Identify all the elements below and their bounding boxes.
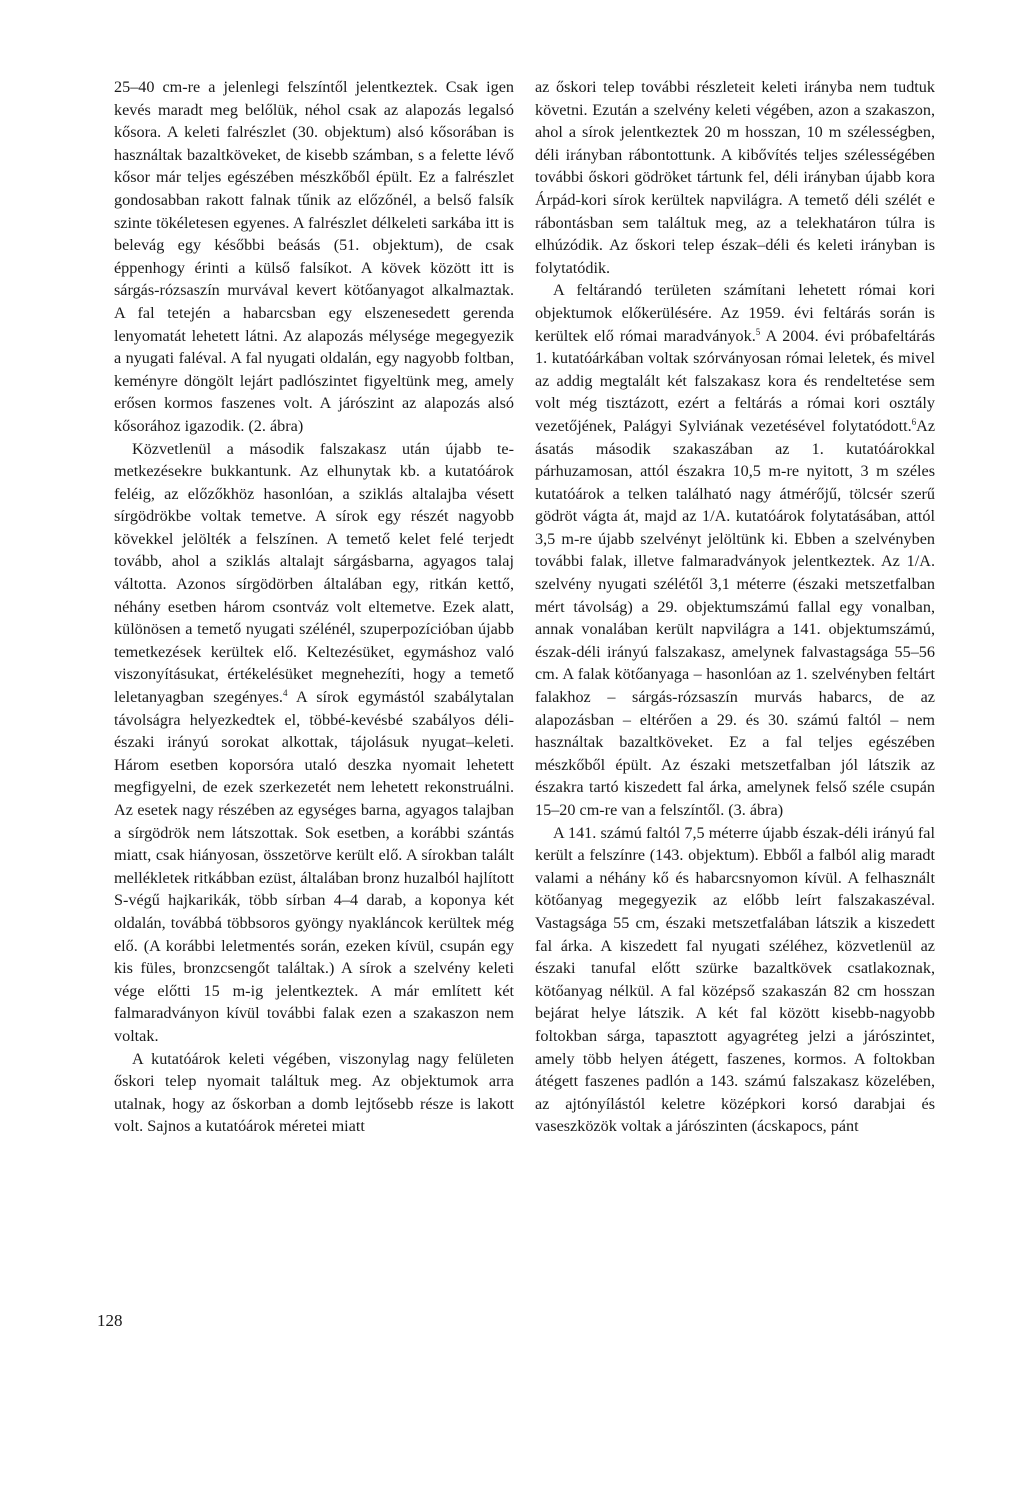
- paragraph: [114, 438, 514, 1048]
- paragraph-text: Az ásatás második szakaszában az 1. kutatóárokkal párhuzamosan, attól északra 10,5 m-re nyitott, 3 m széles kutatóárok a telken található nagy átmérőjű, tölcsér szerű gödröt vágta át, majd az 1/A. kutatóárok folytatásában, attól 3,5 m-re újabb szelvényt jelöltünk ki. Ebben a szelvényben további falak, illetve falmaradványok jelentkeztek. Az 1/A. szelvény nyugati szélétől 3,1 méterre (északi metszetfalban mért távolság) a 29. objektumszámú fallal egy vonalban, annak vonalában került napvilágra a 141. objektumszámú, észak-déli irányú falszakasz, amelynek falvastagsága 55–56 cm. A falak kötőanyaga – hasonlóan az 1. szelvényben feltárt falakhoz – sárgás-rózsaszín murvás habarcs, de az alapozásban – eltérően a 29. és 30. számú faltól – nem használtak bazaltköveket. Ez a fal teljes egészében mészkőből épült. Az északi metszetfalban jól látszik az északra tartó kiszedett fal árka, amelynek felső széle csupán 15–20 cm-re van a felszíntől. (3. ábra): [535, 416, 935, 819]
- right-text-column: [535, 76, 935, 1138]
- footnote-reference: 5: [755, 326, 761, 337]
- paragraph-text: A sírok egymástól szabálytalan távolságra helyezkedtek el, többé-kevésbé szabályos déli-északi irányú sorokat alkottak, tájolásuk nyugat–keleti. Három esetben koporsóra utaló deszka nyomait lehetett megfigyelni, de ezek szerkezetét nem lehetett rekonstruálni. Az esetek nagy részében az egységes barna, agyagos talajban a sírgödrök nem látszottak. Sok esetben, a korábbi szántás miatt, csak hiányosan, összetörve került elő. A sírokban talált mellékletek ritkábban ezüst, általában bronz huzalból hajlított S-végű hajkarikák, több sírban 4–4 darab, a koponya két oldalán, továbbá többsoros gyöngy nyakláncok kerültek még elő. (A korábbi leletmentés során, ezeken kívül, csupán egy kis füles, bronzcsengőt találtak.) A sírok a szelvény keleti vége előtti 15 m-ig jelentkeztek. A már említett két falmaradványon kívül további falak ezen a szakaszon nem voltak.: [114, 688, 514, 1045]
- paragraph: A 141. számú faltól 7,5 méterre újabb észak-déli irányú fal került a felszínre (143. objektum). Ebből a falból alig maradt valami a néhány kő és habarcsnyomon kívül. A felhasznált kötőanyag megegyezik az előbb leírt falszakaszéval. Vastagsága 55 cm, északi metszetfalában látszik a kiszedett fal árka. A kiszedett fal nyugati széléhez, közvetlenül az északi tanufal előtt szürke bazaltkövek csatlakoznak, kötőanyag nélkül. A fal középső szakaszán 82 cm hosszan bejárat helye látszik. A két fal között kisebb-nagyobb foltokban sárga, tapasztott agyagréteg jelzi a járószintet, amely több helyen átégett, faszenes, kormos. A foltokban átégett faszenes padlón a 143. számú falszakasz közelében, az ajtónyílástól keletre középkori korsó darabjai és vaseszközök voltak a járószinten (ácskapocs, pánt: [535, 823, 935, 1136]
- paragraph: az őskori telep további részleteit keleti irányba nem tudtuk követni. Ezután a szelvény keleti végében, azon a szakaszon, ahol a sírok jelentkeztek 20 m hosszan, 10 m szélességben, déli irányban rábontottunk. A kibővítés teljes szélességében további őskori gödröket tártunk fel, déli irányban újabb kora Árpád-kori sírok kerültek napvilágra. A temető déli szélét e rábontásban sem találtuk meg, az a telekhatáron túlra is elhúzódik. Az őskori telep észak–déli és keleti irányban is folytatódik.: [535, 78, 935, 277]
- footnote-reference: 4: [282, 688, 288, 699]
- paragraph: 25–40 cm-re a jelenlegi felszíntől jelentkeztek. Csak igen kevés maradt meg belőlük, néhol csak az alapozás legalsó kősora. A keleti falrészlet (30. objektum) alsó kősorában is használtak bazaltköveket, de kisebb számban, s a felette lévő kősor már teljes egészében mészkőből épült. Ez a falrészlet gondosabban rakott falnak tűnik az előzőnél, a belső falsík szinte tökéletesen egyenes. A falrészlet délkeleti sarkába itt is belevág egy későbbi beásás (51. objektum), de csak éppenhogy érinti a külső falsíkot. A kövek között itt is sárgás-rózsaszín murvával kevert kötőanyagot alkalmaztak. A fal tetején a habarcsban egy elszenesedett gerenda lenyomatát lehetett látni. Az alapozás mélysége megegyezik a nyugati faléval. A fal nyugati oldalán, egy nagyobb foltban, keményre döngölt lejárt padlószintet figyeltünk meg, amely erősen kormos faszenes volt. A járószint az alapozás alsó kősorához igazodik. (2. ábra): [114, 78, 514, 435]
- paragraph: A kutatóárok keleti végében, viszonylag nagy felületen őskori telep nyomait találtuk meg. Az objektumok arra utalnak, hogy az őskorban a domb lejtősebb része is lakott volt. Sajnos a kutatóárok méretei miatt: [114, 1049, 514, 1136]
- paragraph: [535, 279, 935, 821]
- paragraph-text: A 2004. évi próbafeltárás 1. kutatóárkában voltak szórványosan római leletek, és mivel az addig megtalált két falszakasz kora és rendeltetése sem volt még tisztázott, ezért a feltárás a római kori osztály vezetőjének, Palágyi Sylviának vezetésével folytatódott.: [535, 326, 935, 435]
- page-number: 128: [97, 1311, 123, 1330]
- footnote-reference: 6: [911, 416, 917, 427]
- paragraph-text: A feltárandó területen számítani lehetett római kori objektumok előkerülésére. Az 1959. évi feltárás során is kerültek elő római maradványok.: [535, 281, 935, 345]
- paragraph-text: Közvetlenül a második falszakasz után újabb temetkezésekre bukkantunk. Az elhunytak kb. a kutatóárok feléig, az előzőkhöz hasonlóan, a sziklás altalajba vésett sírgödrökbe voltak temetve. A sírok egy részét nagyobb kövekkel jelölték a felszínen. A temető kelet felé terjedt tovább, ahol a sziklás altalajt sárgásbarna, agyagos talaj váltotta. Azonos sírgödörben általában egy, ritkán kettő, néhány esetben három csontváz volt eltemetve. Ezek alatt, különösen a temető nyugati szélénél, szuperpozícióban újabb temetkezések kerültek elő. Keltezésüket, egymáshoz való viszonyításukat, értékelésüket megnehezíti, hogy a temető leletanyagban szegényes.: [114, 439, 514, 707]
- left-text-column: [114, 76, 514, 1138]
